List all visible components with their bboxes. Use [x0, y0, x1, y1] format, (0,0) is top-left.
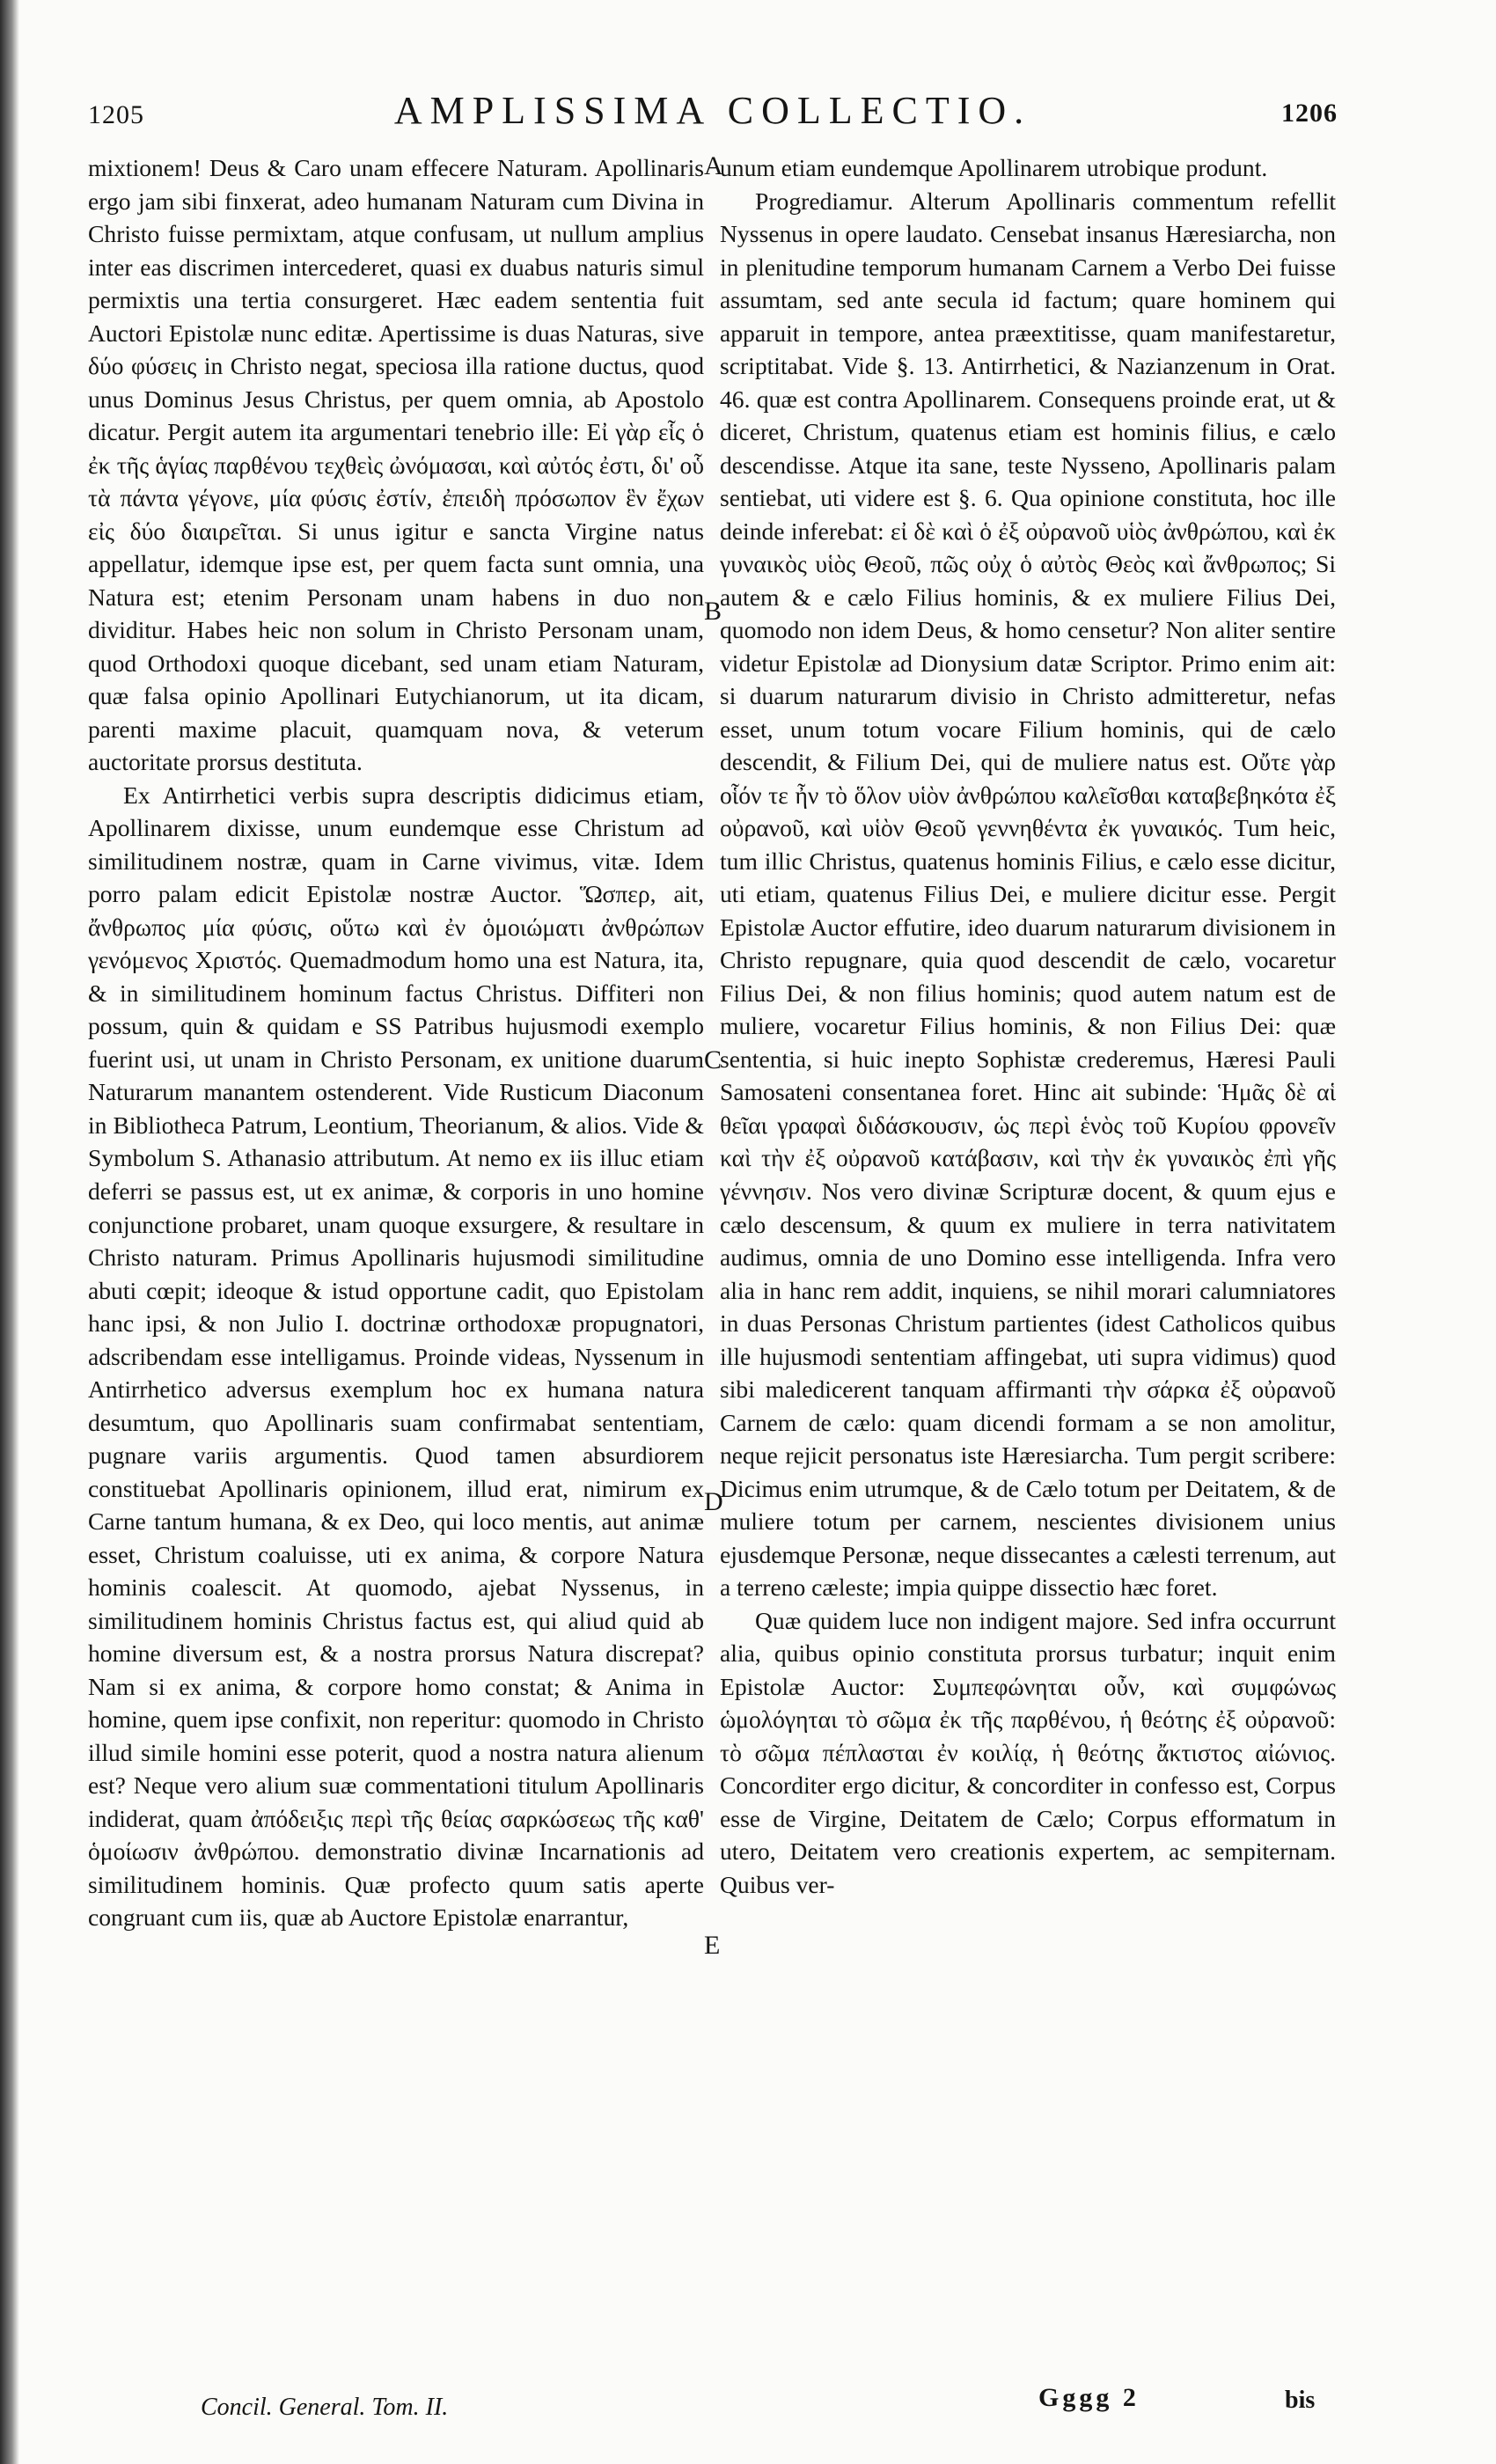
- margin-letter-c: C: [704, 1045, 722, 1074]
- margin-letter-a: A: [704, 151, 723, 180]
- right-column: [720, 151, 1336, 1901]
- page-number-right: 1206: [1281, 99, 1338, 128]
- running-title: AMPLISSIMA COLLECTIO.: [393, 89, 1032, 132]
- left-paragraph-1: mixtionem! Deus & Caro unam effecere Naturam. Apollinaris ergo jam sibi finxerat, adeo humanam Naturam cum Divina in Christo fuisse permixtam, atque confusam, ut nullum amplius inter eas discrimen intercederet, quasi ex duabus naturis simul permixtis una tertia consurgeret. Hæc eadem sententia fuit Auctori Epistolæ nunc editæ. Apertissime is duas Naturas, sive δύο φύσεις in Christo negat, speciosa illa ratione ductus, quod unus Dominus Jesus Christus, per quem omnia, ab Apostolo dicatur. Pergit autem ita argumentari tenebrio ille: Εἰ γὰρ εἷς ὁ ἐκ τῆς ἁγίας παρθένου τεχθεὶς ὠνόμασαι, καὶ αὐτός ἐστι, δι' οὗ τὰ πάντα γέγονε, μία φύσις ἐστίν, ἐπειδὴ πρόσωπον ἓν ἔχων εἰς δύο διαιρεῖται. Si unus igitur e sancta Virgine natus appellatur, idemque ipse est, per quem facta sunt omnia, una Natura est; etenim Personam unam habens in duo non dividitur. Habes heic non solum in Christo Personam unam, quod Orthodoxi quoque dicebant, sed unam etiam Naturam, quæ falsa opinio Apollinari Eutychianorum, ut ita dicam, parenti maxime placuit, quamquam nova, & veterum auctoritate prorsus destituta.: [88, 154, 704, 776]
- left-column: [88, 151, 704, 1934]
- page-binding-shadow: [0, 0, 19, 2464]
- right-paragraph-1: unum etiam eundemque Apollinarem utrobique produnt.: [720, 154, 1268, 181]
- page-header: [88, 84, 1338, 146]
- page-number-left: 1205: [88, 100, 144, 129]
- margin-letter-b: B: [704, 597, 722, 626]
- printer-signature-mark: Gggg 2: [1038, 2383, 1140, 2412]
- right-paragraph-2: Progrediamur. Alterum Apollinaris commentum refellit Nyssenus in opere laudato. Censebat insanus Hæresiarcha, non in plenitudine temporum humanam Carnem a Verbo Dei fuisse assumtam, sed ante secula id factum; quare hominem qui apparuit in tempore, antea præextitisse, quam manifestaretur, scriptitabat. Vide §. 13. Antirrhetici, & Nazianzenum in Orat. 46. quæ est contra Apollinarem. Consequens proinde erat, ut & diceret, Christum, quatenus etiam est hominis filius, e cælo descendisse. Atque ita sane, teste Nysseno, Apollinaris palam sentiebat, uti videre est §. 6. Qua opinione constituta, hoc ille deinde inferebat: εἰ δὲ καὶ ὁ ἐξ οὐρανοῦ υἱὸς ἀνθρώπου, καὶ ἐκ γυναικὸς υἱὸς Θεοῦ, πῶς οὐχ ὁ αὐτὸς Θεὸς καὶ ἄνθρωπος; Si autem & e cælo Filius hominis, & ex muliere Filius Dei, quomodo non idem Deus, & homo censetur? Non aliter sentire videtur Epistolæ ad Dionysium datæ Scriptor. Primo enim ait: si duarum naturarum divisio in Christo admitteretur, nefas esset, unum totum vocare Filium hominis, qui de cælo descendit, & Filium Dei, qui de muliere natus est. Οὔτε γὰρ οἷόν τε ἦν τὸ ὅλον υἱὸν ἀνθρώπου καλεῖσθαι καταβεβηκότα ἐξ οὐρανοῦ, καὶ υἱὸν Θεοῦ γεννηθέντα ἐκ γυναικός. Tum heic, tum illic Christus, quatenus hominis Filius, e cælo esse dicitur, uti etiam, quatenus Filius Dei, e muliere dicitur esse. Pergit Epistolæ Auctor effutire, ideo duarum naturarum divisionem in Christo repugnare, quia quod descendit de cælo, vocaretur Filius Dei, & non filius hominis; quod autem natum est de muliere, vocaretur Filius hominis, & non Filius Dei: quæ sententia, si huic inepto Sophistæ crederemus, Hæresi Pauli Samosateni consentanea foret. Hinc ait subinde: Ἡμᾶς δὲ αἱ θεῖαι γραφαὶ διδάσκουσιν, ὡς περὶ ἑνὸς τοῦ Κυρίου φρονεῖν καὶ τὴν ἐξ οὐρανοῦ κατάβασιν, καὶ τὴν ἐκ γυναικὸς ἐπὶ γῆς γέννησιν. Nos vero divinæ Scripturæ docent, & quum ejus e cælo descensum, & quum ex muliere in terra nativitatem audimus, omnia de uno Domino esse intelligenda. Infra vero alia in hanc rem addit, inquiens, se nihil morari calumniatores in duas Personas Christum partientes (idest Catholicos quibus ille hujusmodi sententiam affingebat, uti supra vidimus) quod sibi maledicerent tanquam affirmanti τὴν σάρκα ἐξ οὐρανοῦ Carnem de cælo: quam dicendi formam a se non amolitur, neque rejicit personatus iste Hæresiarcha. Tum pergit scribere: Dicimus enim utrumque, & de Cælo totum per Deitatem, & de muliere totum per carnem, nescientes divisionem unius ejusdemque Personæ, neque dissecantes a cælesti terrenum, aut a terreno cæleste; impia quippe dissectio hæc foret.: [720, 187, 1336, 1602]
- left-paragraph-2: Ex Antirrhetici verbis supra descriptis didicimus etiam, Apollinarem dixisse, unum eundemque esse Christum ad similitudinem nostræ, quam in Carne vivimus, vitæ. Idem porro palam edicit Epistolæ nostræ Auctor. Ὥσπερ, ait, ἄνθρωπος μία φύσις, οὕτω καὶ ἐν ὁμοιώματι ἀνθρώπων γενόμενος Χριστός. Quemadmodum homo una est Natura, ita, & in similitudinem hominum factus Christus. Diffiteri non possum, quin & quidam e SS Patribus hujusmodi exemplo fuerint usi, ut unam in Christo Personam, ex unitione duarum Naturarum manantem ostenderent. Vide Rusticum Diaconum in Bibliotheca Patrum, Leontium, Theorianum, & alios. Vide & Symbolum S. Athanasio attributum. At nemo ex iis illuc etiam deferri se passus est, ut ex animæ, & corporis in uno homine conjunctione probaret, unam quoque exsurgere, & resultare in Christo naturam. Primus Apollinaris hujusmodi similitudine abuti cœpit; ideoque & istud opportune cadit, quo Epistolam hanc ipsi, & non Julio I. doctrinæ orthodoxæ propugnatori, adscribendam esse intelligamus. Proinde videas, Nyssenum in Antirrhetico adversus exemplum hoc ex humana natura desumtum, quo Apollinaris suam confirmabat sententiam, pugnare variis argumentis. Quod tamen absurdiorem constituebat Apollinaris opinionem, illud erat, nimirum ex Carne tantum humana, & ex Deo, qui loco mentis, aut animæ esset, Christum coaluisse, uti ex anima, & corpore Natura hominis coalescit. At quomodo, ajebat Nyssenus, in similitudinem hominis Christus factus est, qui aliud quid ab homine diversum est, & a nostra prorsus Natura discrepat? Nam si ex anima, & corpore homo constat; & Anima in homine, quem ipse confixit, non reperitur: quomodo in Christo illud simile homini esse poterit, quod a nostra natura alienum est? Neque vero alium suæ commentationi titulum Apollinaris indiderat, quam ἀπόδειξις περὶ τῆς θείας σαρκώσεως τῆς καθ' ὁμοίωσιν ἀνθρώπου. demonstratio divinæ Incarnationis ad similitudinem hominis. Quæ profecto quum satis aperte congruant cum iis, quæ ab Auctore Epistolæ enarrantur,: [88, 781, 704, 1932]
- footer-volume-reference: Concil. General. Tom. II.: [201, 2394, 449, 2421]
- margin-letter-e: E: [704, 1931, 721, 1960]
- right-paragraph-3: Quæ quidem luce non indigent majore. Sed infra occurrunt alia, quibus opinio constituta prorsus turbatur; inquit enim Epistolæ Auctor: Συμπεφώνηται οὖν, καὶ συμφώνως ὡμολόγηται τὸ σῶμα ἐκ τῆς παρθένου, ἡ θεότης ἐξ οὐρανοῦ: τὸ σῶμα πέπλασται ἐν κοιλίᾳ, ἡ θεότης ἄκτιστος αἰώνιος. Concorditer ergo dicitur, & concorditer in confesso est, Corpus esse de Virgine, Deitatem de Cælo; Corpus efformatum in utero, Deitatem vero creationis expertem, ac sempiternam. Quibus ver-: [720, 1606, 1336, 1898]
- margin-letter-d: D: [704, 1487, 723, 1516]
- catchword: bis: [1285, 2387, 1316, 2414]
